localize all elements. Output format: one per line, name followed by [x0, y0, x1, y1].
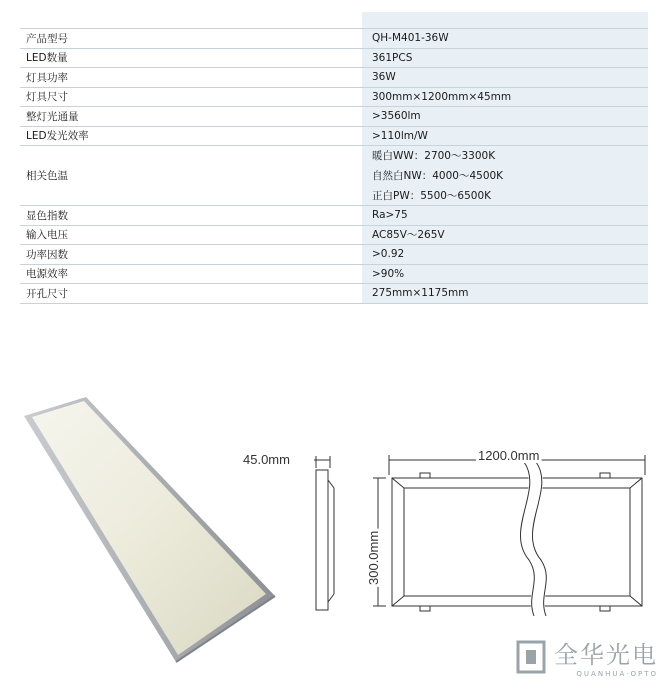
spec-row	[20, 265, 648, 285]
width-dimension-label: 300.0mm	[366, 530, 381, 585]
spec-value-line: >3560lm	[372, 110, 421, 123]
spec-table	[20, 12, 648, 304]
spec-value	[362, 284, 648, 303]
spec-label: 功率因数	[26, 248, 68, 261]
led-panel-image	[24, 397, 275, 662]
spec-rows	[20, 29, 648, 304]
spec-label: 整灯光通量	[26, 110, 79, 123]
spec-value-line: 36W	[372, 71, 396, 84]
spec-value	[362, 206, 648, 225]
spec-row	[20, 206, 648, 226]
spec-row	[20, 146, 648, 206]
length-dimension-label: 1200.0mm	[478, 448, 540, 463]
spec-row	[20, 88, 648, 108]
spec-value	[362, 245, 648, 264]
spec-label: 灯具尺寸	[26, 91, 68, 104]
spec-value-line: 暖白WW：2700～3300K	[372, 149, 496, 162]
spec-value	[362, 29, 648, 48]
spec-label: 显色指数	[26, 209, 68, 222]
spec-row	[20, 245, 648, 265]
spec-label: 灯具功率	[26, 71, 68, 84]
spec-label: 开孔尺寸	[26, 287, 68, 300]
spec-value-line: >0.92	[372, 248, 405, 261]
spec-value	[362, 49, 648, 68]
brand-logo-icon	[514, 638, 548, 676]
spec-value	[362, 127, 648, 146]
spec-row	[20, 127, 648, 147]
spec-value-line: >110lm/W	[372, 129, 428, 142]
spec-row	[20, 226, 648, 246]
spec-value-line: 300mm×1200mm×45mm	[372, 90, 512, 103]
spec-value-line: QH-M401-36W	[372, 32, 449, 45]
spec-table-header	[20, 12, 648, 29]
spec-value-line: 275mm×1175mm	[372, 287, 469, 300]
spec-label: 电源效率	[26, 268, 68, 281]
spec-row	[20, 107, 648, 127]
spec-value-line: AC85V～265V	[372, 229, 445, 242]
spec-label: 相关色温	[26, 170, 68, 182]
spec-value	[362, 226, 648, 245]
side-view-drawing	[314, 456, 334, 610]
spec-row	[20, 49, 648, 69]
spec-row	[20, 284, 648, 304]
spec-value	[362, 68, 648, 87]
brand-logo	[514, 635, 658, 678]
brand-name-en: QUANHUA·OPTO	[576, 670, 658, 678]
depth-dimension-label: 45.0mm	[243, 452, 290, 467]
spec-label: LED发光效率	[26, 130, 89, 143]
spec-row	[20, 29, 648, 49]
spec-value	[362, 265, 648, 284]
spec-value-line: Ra>75	[372, 209, 408, 222]
spec-label: 产品型号	[26, 32, 68, 45]
top-view-drawing	[373, 455, 645, 611]
spec-value	[362, 146, 648, 205]
spec-label: 输入电压	[26, 229, 68, 242]
spec-value-line: >90%	[372, 267, 405, 280]
spec-value	[362, 88, 648, 107]
spec-value	[362, 107, 648, 126]
brand-name-cn: 全华光电	[554, 641, 658, 669]
spec-label: LED数量	[26, 52, 68, 65]
spec-value-line: 361PCS	[372, 51, 413, 64]
spec-value-line: 自然白NW：4000～4500K	[372, 169, 504, 182]
spec-row	[20, 68, 648, 88]
spec-value-line: 正白PW：5500～6500K	[372, 189, 492, 202]
